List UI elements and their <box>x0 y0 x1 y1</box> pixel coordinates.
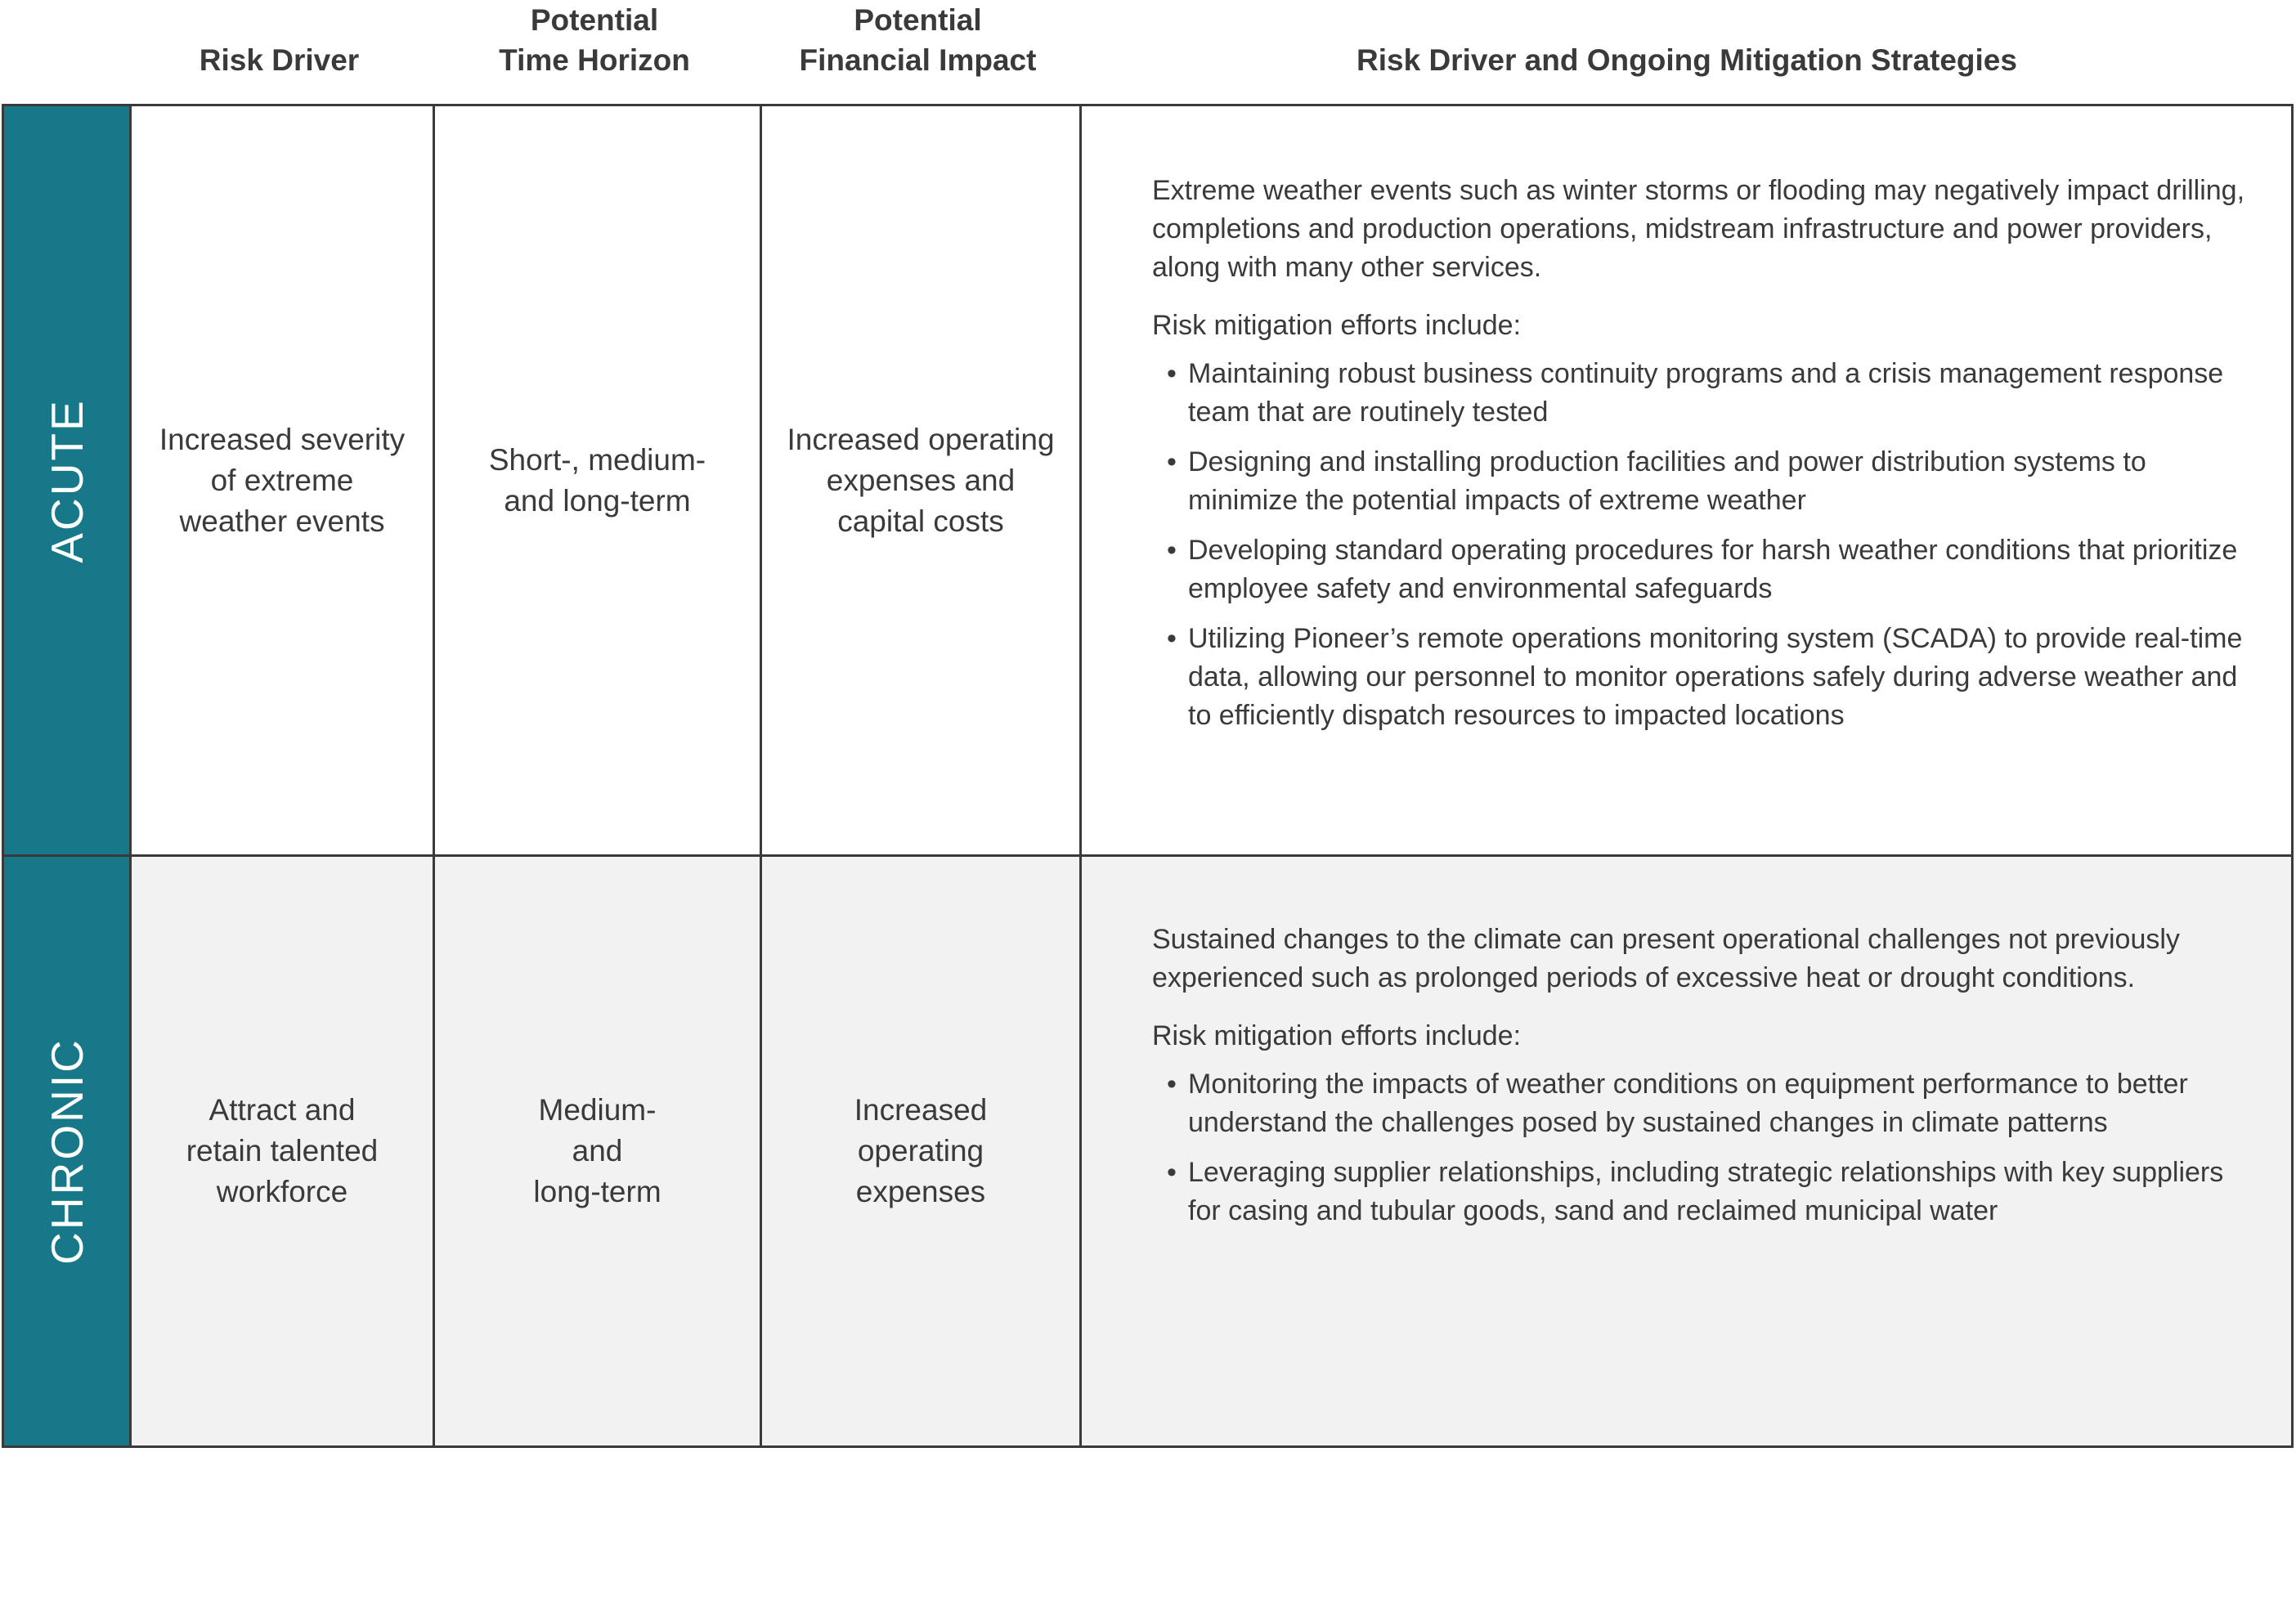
list-item-text: Leveraging supplier relationships, including strategic relationships with key suppliers for casing and tubular goods, sand and reclaimed municipal water <box>1188 1157 2224 1226</box>
list-item <box>1152 1065 2250 1142</box>
bullet-icon: • <box>1167 358 1177 389</box>
mitigation-strategies-cell <box>1082 106 2291 854</box>
mitigation-efforts-label: Risk mitigation efforts include: <box>1152 1020 1522 1051</box>
list-item <box>1152 443 2250 520</box>
category-cell <box>4 857 132 1445</box>
header-time-horizon: Potential Time Horizon <box>499 3 690 77</box>
category-cell <box>4 106 132 854</box>
list-item-text: Designing and installing production facilities and power distribution systems to minimize the potential impacts of extreme weather <box>1188 446 2146 516</box>
bullet-icon: • <box>1167 1157 1177 1188</box>
mitigation-strategies-cell <box>1082 857 2291 1445</box>
header-risk-driver: Risk Driver <box>199 43 360 77</box>
mitigation-list <box>1152 1065 2250 1230</box>
list-item-text: Maintaining robust business continuity programs and a crisis management response team that are routinely tested <box>1188 358 2224 428</box>
bullet-icon: • <box>1167 1069 1177 1100</box>
mitigation-list <box>1152 355 2250 735</box>
list-item-text: Utilizing Pioneer’s remote operations monitoring system (SCADA) to provide real-time data, allowing our personnel to monitor operations safely during adverse weather and to efficiently dispatch resources to impacted locations <box>1188 623 2243 731</box>
bullet-icon: • <box>1167 535 1177 566</box>
risk-description: Extreme weather events such as winter storms or flooding may negatively impact drilling, completions and production operations, midstream infrastructure and power providers, along with many other services. <box>1152 175 2245 283</box>
list-item-text: Developing standard operating procedures for harsh weather conditions that prioritize employee safety and environmental safeguards <box>1188 535 2238 604</box>
bullet-icon: • <box>1167 623 1177 654</box>
bullet-icon: • <box>1167 446 1177 477</box>
list-item <box>1152 620 2250 735</box>
category-label: CHRONIC <box>41 1038 92 1265</box>
risk-driver-cell: Attract and retain talented workforce <box>132 857 435 1445</box>
header-financial-impact: Potential Financial Impact <box>799 3 1037 77</box>
category-label: ACUTE <box>41 397 92 563</box>
table-header <box>0 0 2296 105</box>
risk-driver-cell: Increased severity of extreme weather events <box>132 106 435 854</box>
financial-impact-cell: Increased operating expenses and capital costs <box>762 106 1082 854</box>
header-mitigation-strategies: Risk Driver and Ongoing Mitigation Strategies <box>1357 43 2017 77</box>
mitigation-efforts-label: Risk mitigation efforts include: <box>1152 310 1522 341</box>
list-item-text: Monitoring the impacts of weather conditions on equipment performance to better understand the challenges posed by sustained changes in climate patterns <box>1188 1069 2188 1138</box>
time-horizon-cell: Medium- and long-term <box>435 857 762 1445</box>
financial-impact-cell: Increased operating expenses <box>762 857 1082 1445</box>
list-item <box>1152 1154 2250 1230</box>
risk-table <box>2 104 2294 1448</box>
risk-description: Sustained changes to the climate can present operational challenges not previously experienced such as prolonged periods of excessive heat or drought conditions. <box>1152 924 2180 993</box>
list-item <box>1152 531 2250 608</box>
list-item <box>1152 355 2250 432</box>
time-horizon-cell: Short-, medium- and long-term <box>435 106 762 854</box>
table-row-chronic <box>4 854 2291 1445</box>
table-row-acute <box>4 106 2291 854</box>
